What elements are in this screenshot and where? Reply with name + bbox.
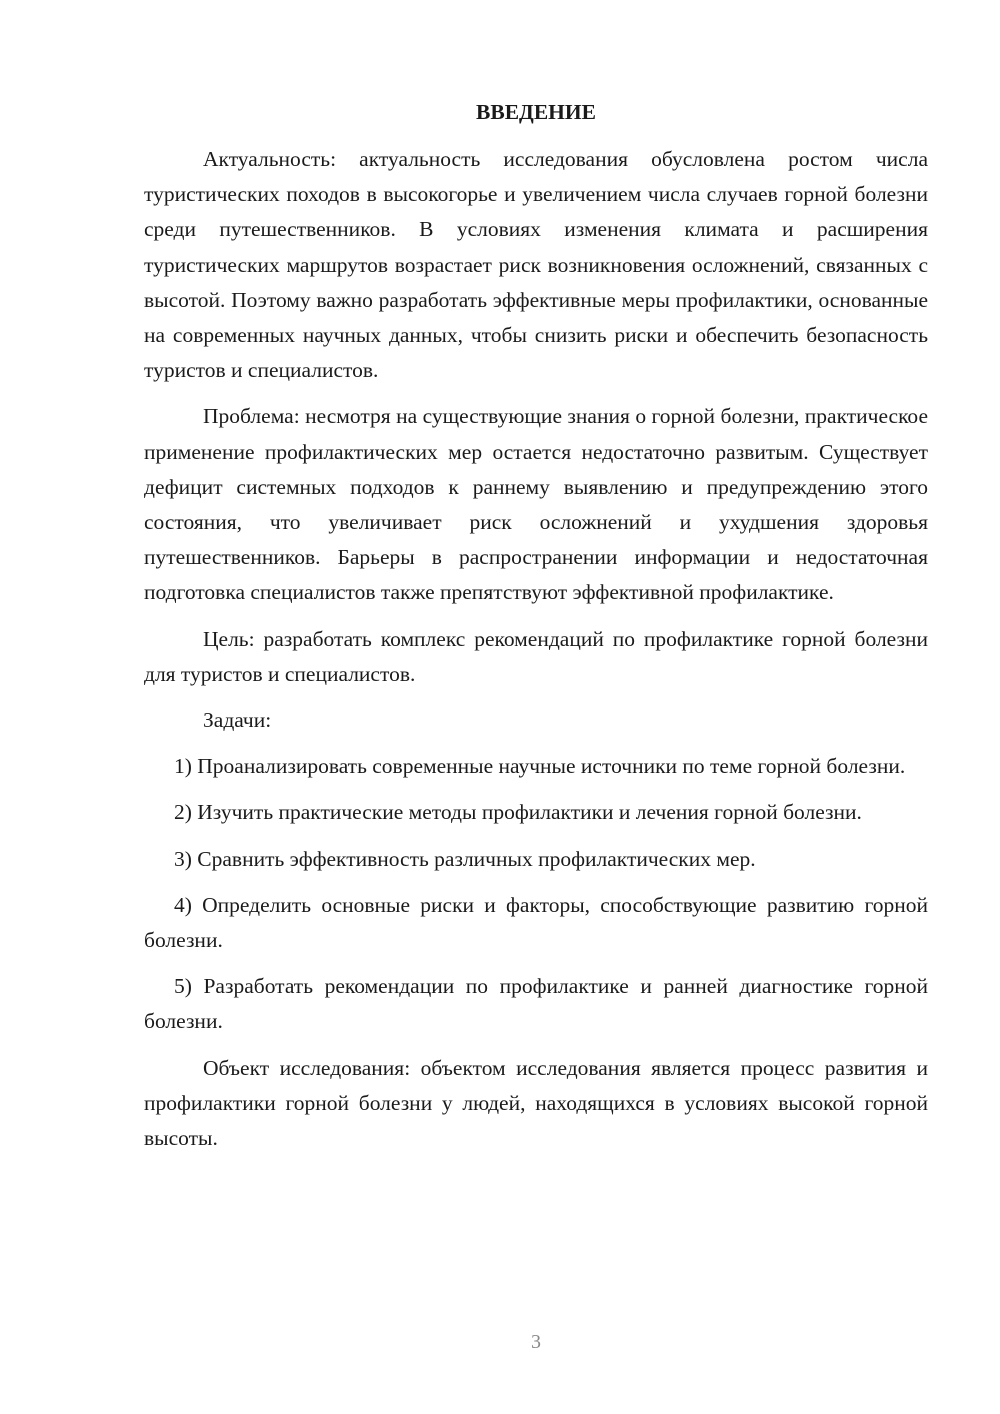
problem-paragraph: Проблема: несмотря на существующие знания о горной болезни, практическое применение профилактических мер остается недостаточно развитым. Существует дефицит системных подходов к раннему выявлению и предупреждению этого состояния, что увеличивает риск осложнений и ухудшения здоровья путешественников. Барьеры в распространении информации и недостаточная подготовка специалистов также препятствуют эффективной профилактике. bbox=[144, 404, 928, 605]
goal-paragraph: Цель: разработать комплекс рекомендаций по профилактике горной болезни для туристов и специалистов. bbox=[144, 626, 928, 686]
object-paragraph: Объект исследования: объектом исследования является процесс развития и профилактики горной болезни у людей, находящихся в условиях высокой горной высоты. bbox=[144, 1055, 928, 1151]
task-item: 2) Изучить практические методы профилактики и лечения горной болезни. bbox=[174, 800, 862, 825]
tasks-label: Задачи: bbox=[203, 708, 272, 733]
task-item: 5) Разработать рекомендации по профилактике и ранней диагностике горной болезни. bbox=[144, 974, 928, 1034]
task-item: 4) Определить основные риски и факторы, способствующие развитию горной болезни. bbox=[144, 892, 928, 953]
page-number: 3 bbox=[531, 1331, 541, 1353]
task-item: 1) Проанализировать современные научные источники по теме горной болезни. bbox=[174, 754, 906, 779]
section-heading: ВВЕДЕНИЕ bbox=[476, 100, 596, 124]
page-content bbox=[144, 95, 928, 1167]
task-item: 3) Сравнить эффективность различных профилактических мер. bbox=[174, 846, 756, 871]
relevance-paragraph: Актуальность: актуальность исследования обусловлена ростом числа туристических походов в высокогорье и увеличением числа случаев горной болезни среди путешественников. В условиях изменения климата и расширения туристических маршрутов возрастает риск возникновения осложнений, связанных с высотой. Поэтому важно разработать эффективные меры профилактики, основанные на современных научных данных, чтобы снизить риски и обеспечить безопасность туристов и специалистов. bbox=[144, 147, 928, 383]
